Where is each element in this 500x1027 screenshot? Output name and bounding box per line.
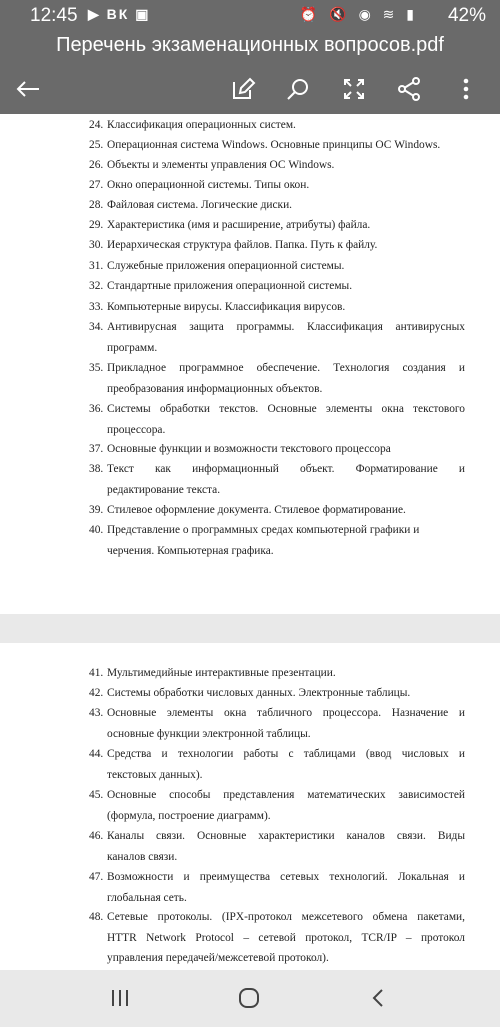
document-title: Перечень экзаменационных вопросов.pdf bbox=[56, 34, 444, 56]
more-icon[interactable] bbox=[448, 74, 484, 104]
navigation-bar bbox=[0, 970, 500, 1027]
home-icon[interactable] bbox=[229, 983, 269, 1013]
list-item: 40. Представление о программных средах компьютерной графики и черчения. Компьютерная графика. bbox=[89, 524, 420, 557]
status-bar bbox=[0, 0, 500, 30]
share-icon[interactable] bbox=[391, 74, 427, 104]
fullscreen-icon[interactable] bbox=[336, 74, 372, 104]
list-item: 38. Текст как информационный объект. Форматирование и редактирование текста. bbox=[89, 463, 465, 496]
back-arrow-icon[interactable] bbox=[10, 74, 46, 104]
pdf-page-2[interactable] bbox=[0, 643, 500, 970]
list-item: 26. Объекты и элементы управления ОС Windows. bbox=[89, 159, 335, 171]
list-item: 29. Характеристика (имя и расширение, атрибуты) файла. bbox=[89, 219, 371, 231]
list-item: 27. Окно операционной системы. Типы окон. bbox=[89, 179, 310, 191]
list-item: 46. Каналы связи. Основные характеристики каналов связи. Виды каналов связи. bbox=[89, 830, 465, 863]
system-icons: ⏰ 🔇 ◉ ≋ ▮ bbox=[299, 6, 418, 22]
list-item: 33. Компьютерные вирусы. Классификация вирусов. bbox=[89, 301, 346, 313]
recent-apps-icon[interactable] bbox=[100, 983, 140, 1013]
list-item: 47. Возможности и преимущества сетевых технологий. Локальная и глобальная сеть. bbox=[89, 871, 465, 904]
list-item: 35. Прикладное программное обеспечение. Технология создания и преобразования информационных объектов. bbox=[89, 362, 465, 395]
list-item: 48. Сетевые протоколы. (IPX-протокол межсетевого обмена пакетами, HTTR Network Protocol – сетевой протокол, TCR/IP – протокол управления передачей/межсетевой протокол). bbox=[89, 911, 465, 964]
status-time: 12:45 bbox=[30, 5, 78, 26]
back-icon[interactable] bbox=[358, 983, 398, 1013]
list-item: 24. Классификация операционных систем. bbox=[89, 119, 296, 131]
list-item: 34. Антивирусная защита программы. Классификация антивирусных программ. bbox=[89, 321, 465, 354]
pdf-page-1[interactable] bbox=[0, 114, 500, 614]
list-item: 36. Системы обработки текстов. Основные элементы окна текстового процессора. bbox=[89, 403, 465, 436]
list-item: 43. Основные элементы окна табличного процессора. Назначение и основные функции электронной таблицы. bbox=[89, 707, 465, 740]
search-icon[interactable] bbox=[280, 74, 316, 104]
list-item: 41. Мультимедийные интерактивные презентации. bbox=[89, 667, 336, 679]
edit-icon[interactable] bbox=[225, 74, 261, 104]
app-bar bbox=[0, 30, 500, 114]
list-item: 39. Стилевое оформление документа. Стилевое форматирование. bbox=[89, 504, 406, 516]
list-item: 44. Средства и технологии работы с таблицами (ввод числовых и текстовых данных). bbox=[89, 748, 465, 781]
battery-level: 42% bbox=[447, 5, 486, 26]
list-item: 31. Служебные приложения операционной системы. bbox=[89, 260, 345, 272]
list-item: 28. Файловая система. Логические диски. bbox=[89, 199, 293, 211]
list-item: 30. Иерархическая структура файлов. Папка. Путь к файлу. bbox=[89, 239, 378, 251]
list-item: 37. Основные функции и возможности текстового процессора bbox=[89, 443, 391, 455]
list-item: 42. Системы обработки числовых данных. Электронные таблицы. bbox=[89, 687, 411, 699]
list-item: 32. Стандартные приложения операционной системы. bbox=[89, 280, 353, 292]
notification-icons: ▶ ВК ▣ bbox=[88, 6, 151, 22]
list-item: 25. Операционная система Windows. Основные принципы ОС Windows. bbox=[89, 139, 441, 151]
list-item: 45. Основные способы представления математических зависимостей (формула, построение диаграмм). bbox=[89, 789, 465, 822]
